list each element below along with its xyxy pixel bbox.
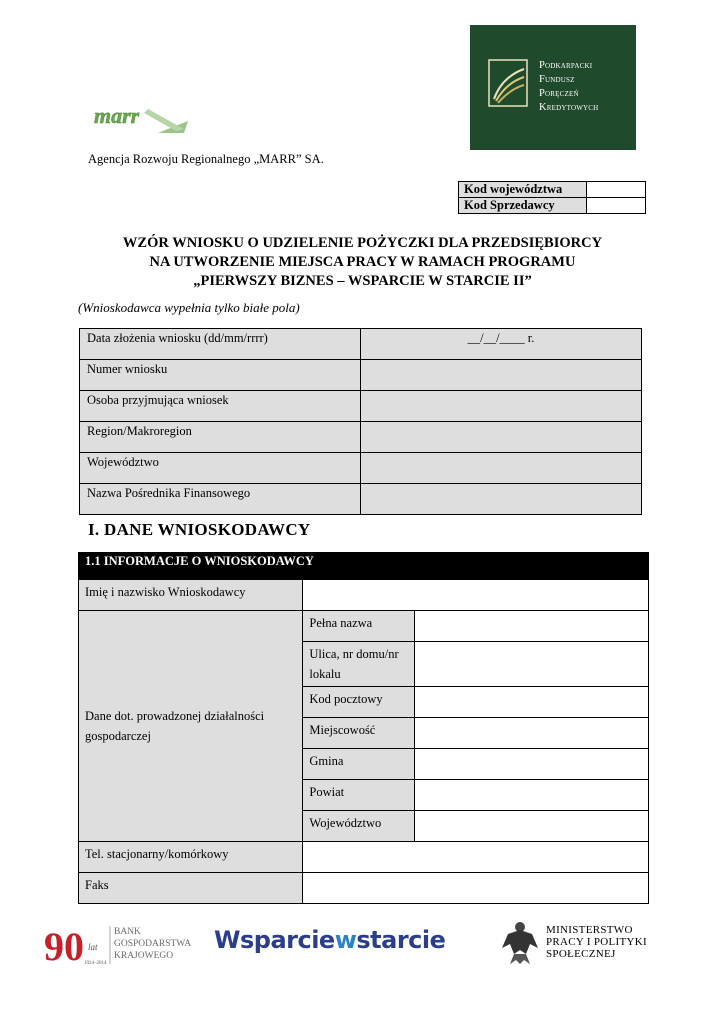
code-table (458, 181, 646, 214)
section-title: I. DANE WNIOSKODAWCY (88, 520, 311, 539)
region-field[interactable] (361, 422, 642, 453)
city-field[interactable] (414, 718, 648, 749)
phone-field[interactable] (303, 842, 649, 873)
street-field[interactable] (414, 642, 648, 687)
county-label: Powiat (303, 780, 414, 811)
region-label: Region/Makroregion (80, 422, 361, 453)
postal-code-field[interactable] (414, 687, 648, 718)
eagle-emblem-icon (500, 920, 540, 966)
applicant-name-field[interactable] (303, 580, 649, 611)
phone-label: Tel. stacjonarny/komórkowy (79, 842, 303, 873)
seller-code-label: Kod Sprzedawcy (459, 198, 587, 214)
table-row (80, 422, 642, 453)
application-number-label: Numer wniosku (80, 360, 361, 391)
table-row (80, 453, 642, 484)
agency-name: Agencja Rozwoju Regionalnego „MARR” SA. (88, 152, 324, 166)
svg-text:marr: marr (94, 103, 140, 128)
business-voivodeship-label: Województwo (303, 811, 414, 842)
voivodeship-code-label: Kod województwa (459, 182, 587, 198)
table-row (80, 391, 642, 422)
marr-logo (88, 103, 190, 137)
applicant-table (78, 552, 649, 904)
table-row (80, 484, 642, 515)
voivodeship-code-field[interactable] (587, 182, 646, 198)
ministry-name: MINISTERSTWO PRACY I POLITYKI SPOŁECZNEJ (546, 924, 647, 960)
business-voivodeship-field[interactable] (414, 811, 648, 842)
intermediary-name-label: Nazwa Pośrednika Finansowego (80, 484, 361, 515)
table-row (80, 329, 642, 360)
seller-code-field[interactable] (587, 198, 646, 214)
full-name-field[interactable] (414, 611, 648, 642)
pfpk-logo (470, 25, 636, 150)
office-use-table (79, 328, 642, 515)
voivodeship-label: Województwo (80, 453, 361, 484)
intermediary-name-field[interactable] (361, 484, 642, 515)
pfpk-emblem-icon (488, 59, 528, 107)
pfpk-name: Podkarpacki Fundusz Poręczeń Kredytowych (539, 60, 599, 113)
svg-text:90: 90 (44, 924, 84, 968)
svg-text:lat: lat (88, 942, 98, 952)
commune-field[interactable] (414, 749, 648, 780)
voivodeship-field[interactable] (361, 453, 642, 484)
submission-date-label: Data złożenia wniosku (dd/mm/rrrr) (80, 329, 361, 360)
receiving-person-label: Osoba przyjmująca wniosek (80, 391, 361, 422)
submission-date-field[interactable]: __/__/____ r. (361, 329, 642, 360)
wsparcie-w-starcie-logo: Wsparciewstarcie (214, 926, 446, 954)
business-data-label: Dane dot. prowadzonej działalności gospodarczej (79, 611, 303, 842)
table-row (80, 360, 642, 391)
svg-text:GOSPODARSTWA: GOSPODARSTWA (114, 939, 192, 949)
fax-field[interactable] (303, 873, 649, 904)
applicant-table-header: 1.1 INFORMACJE O WNIOSKODAWCY (79, 553, 649, 580)
application-number-field[interactable] (361, 360, 642, 391)
svg-text:KRAJOWEGO: KRAJOWEGO (114, 951, 174, 961)
instruction-note: (Wnioskodawca wypełnia tylko białe pola) (78, 300, 300, 315)
svg-text:BANK: BANK (114, 927, 141, 937)
fax-label: Faks (79, 873, 303, 904)
postal-code-label: Kod pocztowy (303, 687, 414, 718)
svg-text:1924–2014: 1924–2014 (84, 961, 107, 966)
street-label: Ulica, nr domu/nr lokalu (303, 642, 414, 687)
city-label: Miejscowość (303, 718, 414, 749)
county-field[interactable] (414, 780, 648, 811)
receiving-person-field[interactable] (361, 391, 642, 422)
ministry-logo (498, 920, 668, 968)
full-name-label: Pełna nazwa (303, 611, 414, 642)
document-title: WZÓR WNIOSKU O UDZIELENIE POŻYCZKI DLA PRZEDSIĘBIORCY NA UTWORZENIE MIEJSCA PRACY W RAMACH PROGRAMU „PIERWSZY BIZNES – WSPARCIE W STARCIE II” (122, 235, 603, 289)
applicant-name-label: Imię i nazwisko Wnioskodawcy (79, 580, 303, 611)
bgk-logo (44, 922, 204, 968)
commune-label: Gmina (303, 749, 414, 780)
